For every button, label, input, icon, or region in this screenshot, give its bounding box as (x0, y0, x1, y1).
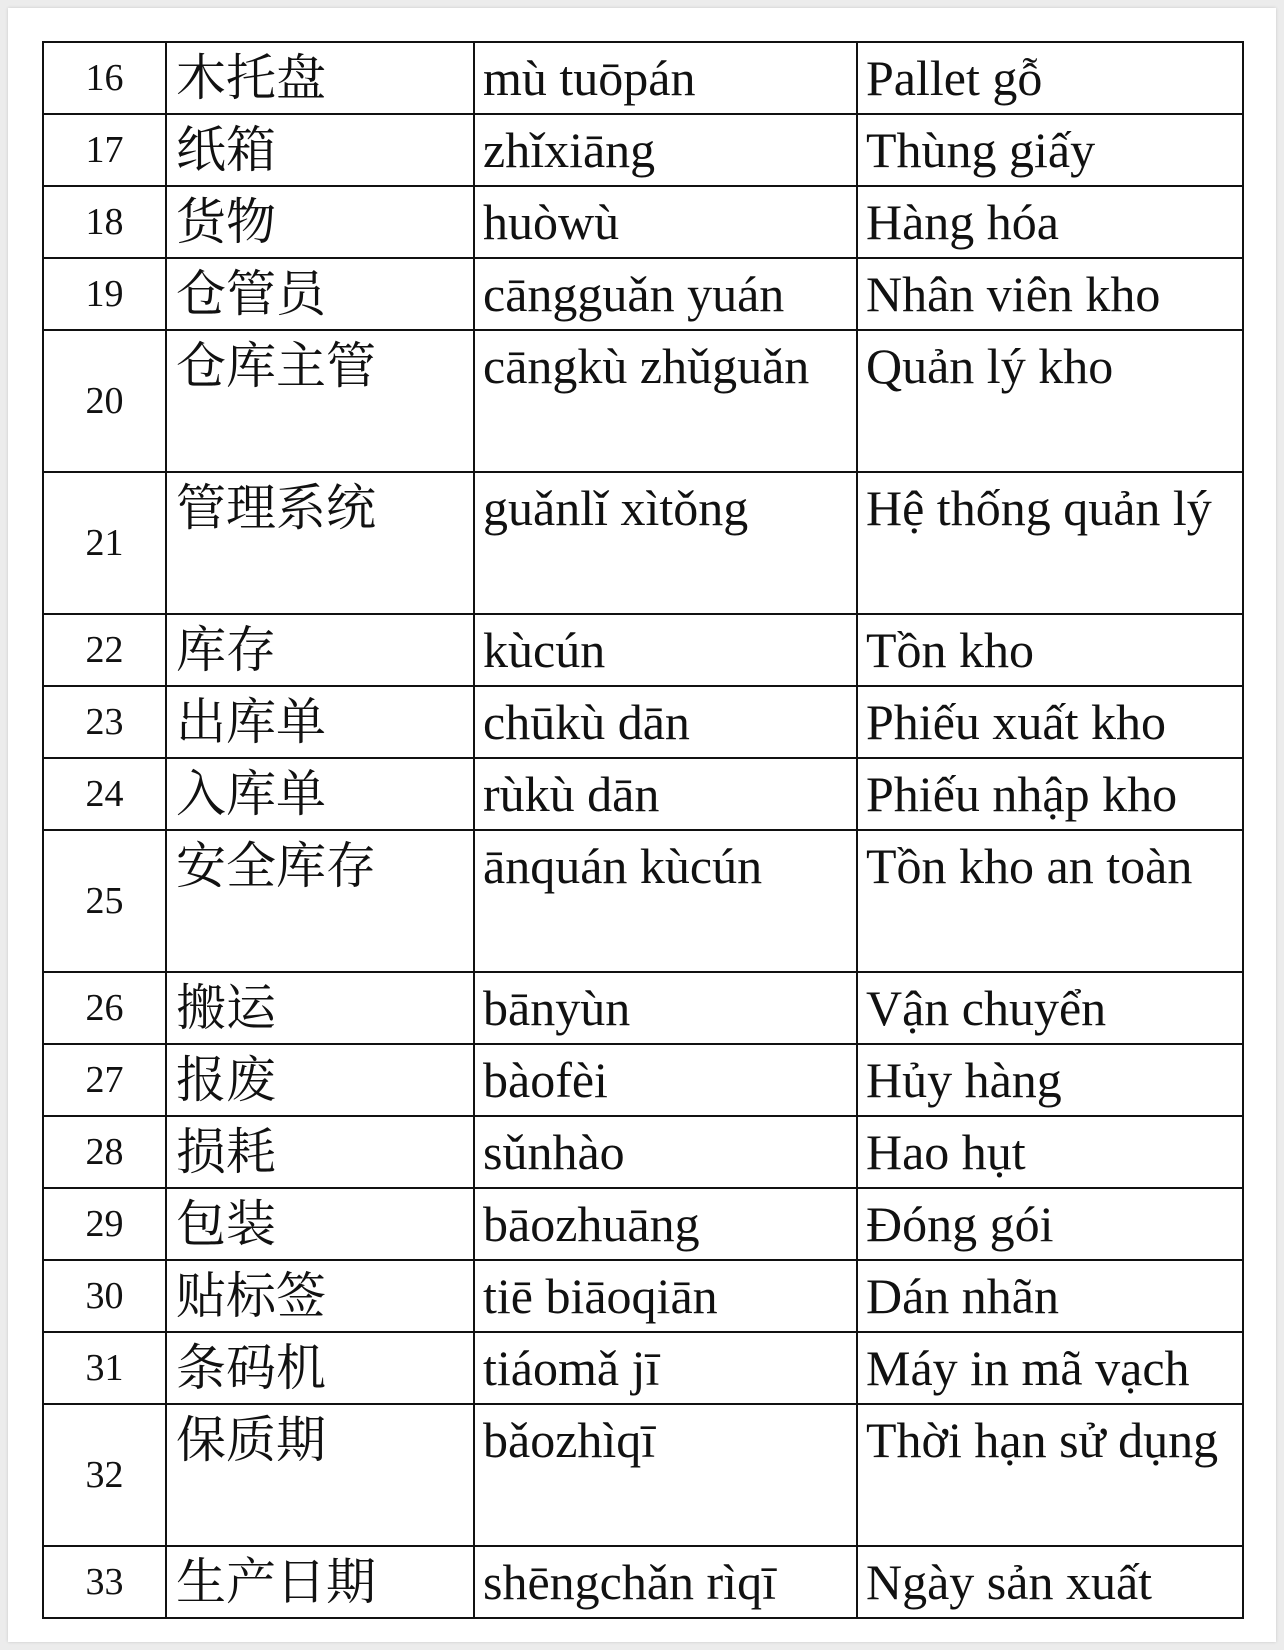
pinyin-cell: bāozhuāng (474, 1188, 857, 1260)
vietnamese-cell: Vận chuyển (857, 972, 1243, 1044)
hanzi-cell: 包装 (166, 1188, 474, 1260)
table-row (43, 758, 1243, 830)
table-row (43, 1044, 1243, 1116)
pinyin-cell: guǎnlǐ xìtǒng (474, 472, 857, 614)
table-row (43, 1260, 1243, 1332)
hanzi-cell: 仓管员 (166, 258, 474, 330)
table-row (43, 1332, 1243, 1404)
pinyin-cell: huòwù (474, 186, 857, 258)
table-row (43, 686, 1243, 758)
row-number: 20 (43, 330, 166, 472)
hanzi-cell: 纸箱 (166, 114, 474, 186)
table-row (43, 258, 1243, 330)
row-number: 17 (43, 114, 166, 186)
hanzi-cell: 生产日期 (166, 1546, 474, 1618)
hanzi-cell: 货物 (166, 186, 474, 258)
hanzi-cell: 保质期 (166, 1404, 474, 1546)
vietnamese-cell: Máy in mã vạch (857, 1332, 1243, 1404)
table-row (43, 830, 1243, 972)
vietnamese-cell: Tồn kho an toàn (857, 830, 1243, 972)
row-number: 26 (43, 972, 166, 1044)
vietnamese-cell: Nhân viên kho (857, 258, 1243, 330)
row-number: 30 (43, 1260, 166, 1332)
row-number: 28 (43, 1116, 166, 1188)
row-number: 29 (43, 1188, 166, 1260)
pinyin-cell: zhǐxiāng (474, 114, 857, 186)
vocabulary-table (42, 41, 1244, 1619)
hanzi-cell: 入库单 (166, 758, 474, 830)
table-row (43, 330, 1243, 472)
pinyin-cell: shēngchǎn rìqī (474, 1546, 857, 1618)
hanzi-cell: 木托盘 (166, 42, 474, 114)
vietnamese-cell: Phiếu xuất kho (857, 686, 1243, 758)
document-page (8, 8, 1276, 1642)
vietnamese-cell: Ngày sản xuất (857, 1546, 1243, 1618)
hanzi-cell: 搬运 (166, 972, 474, 1044)
hanzi-cell: 库存 (166, 614, 474, 686)
vietnamese-cell: Đóng gói (857, 1188, 1243, 1260)
row-number: 21 (43, 472, 166, 614)
pinyin-cell: bǎozhìqī (474, 1404, 857, 1546)
row-number: 25 (43, 830, 166, 972)
row-number: 16 (43, 42, 166, 114)
row-number: 32 (43, 1404, 166, 1546)
vietnamese-cell: Pallet gỗ (857, 42, 1243, 114)
vietnamese-cell: Phiếu nhập kho (857, 758, 1243, 830)
table-row (43, 472, 1243, 614)
vietnamese-cell: Hệ thống quản lý (857, 472, 1243, 614)
hanzi-cell: 损耗 (166, 1116, 474, 1188)
pinyin-cell: rùkù dān (474, 758, 857, 830)
pinyin-cell: cāngkù zhǔguǎn (474, 330, 857, 472)
pinyin-cell: tiáomǎ jī (474, 1332, 857, 1404)
table-row (43, 614, 1243, 686)
table-row (43, 186, 1243, 258)
pinyin-cell: bàofèi (474, 1044, 857, 1116)
hanzi-cell: 安全库存 (166, 830, 474, 972)
pinyin-cell: tiē biāoqiān (474, 1260, 857, 1332)
hanzi-cell: 仓库主管 (166, 330, 474, 472)
hanzi-cell: 条码机 (166, 1332, 474, 1404)
pinyin-cell: bānyùn (474, 972, 857, 1044)
pinyin-cell: kùcún (474, 614, 857, 686)
row-number: 24 (43, 758, 166, 830)
vietnamese-cell: Hao hụt (857, 1116, 1243, 1188)
pinyin-cell: mù tuōpán (474, 42, 857, 114)
pinyin-cell: ānquán kùcún (474, 830, 857, 972)
table-row (43, 1188, 1243, 1260)
row-number: 22 (43, 614, 166, 686)
hanzi-cell: 管理系统 (166, 472, 474, 614)
vietnamese-cell: Hủy hàng (857, 1044, 1243, 1116)
pinyin-cell: chūkù dān (474, 686, 857, 758)
vietnamese-cell: Dán nhãn (857, 1260, 1243, 1332)
table-row (43, 972, 1243, 1044)
pinyin-cell: cāngguǎn yuán (474, 258, 857, 330)
vietnamese-cell: Hàng hóa (857, 186, 1243, 258)
vietnamese-cell: Thời hạn sử dụng (857, 1404, 1243, 1546)
table-row (43, 1116, 1243, 1188)
hanzi-cell: 出库单 (166, 686, 474, 758)
hanzi-cell: 报废 (166, 1044, 474, 1116)
row-number: 18 (43, 186, 166, 258)
vietnamese-cell: Quản lý kho (857, 330, 1243, 472)
hanzi-cell: 贴标签 (166, 1260, 474, 1332)
pinyin-cell: sǔnhào (474, 1116, 857, 1188)
vietnamese-cell: Thùng giấy (857, 114, 1243, 186)
table-row (43, 1404, 1243, 1546)
table-row (43, 114, 1243, 186)
row-number: 23 (43, 686, 166, 758)
table-row (43, 42, 1243, 114)
vietnamese-cell: Tồn kho (857, 614, 1243, 686)
row-number: 19 (43, 258, 166, 330)
row-number: 31 (43, 1332, 166, 1404)
row-number: 27 (43, 1044, 166, 1116)
table-row (43, 1546, 1243, 1618)
row-number: 33 (43, 1546, 166, 1618)
